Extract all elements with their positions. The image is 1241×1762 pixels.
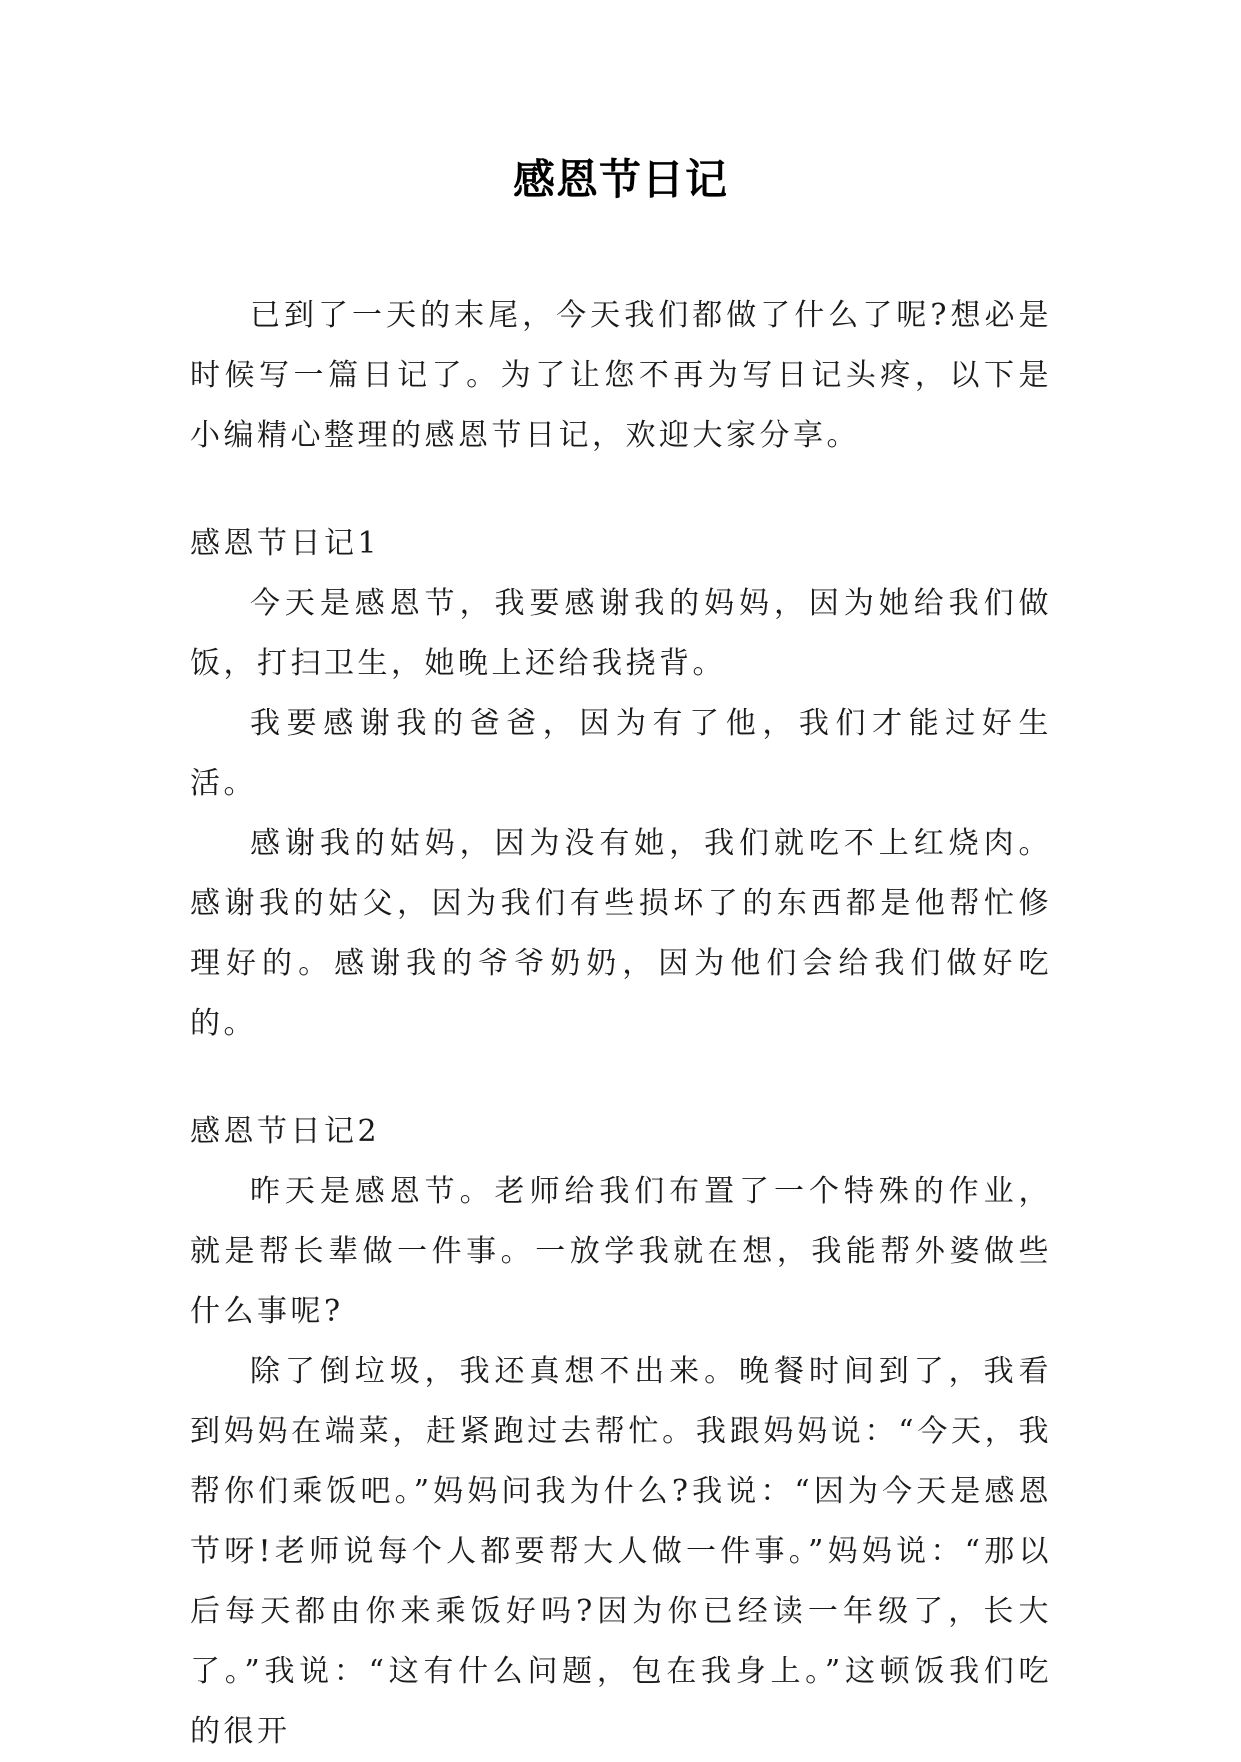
section-paragraph: 昨天是感恩节。老师给我们布置了一个特殊的作业，就是帮长辈做一件事。一放学我就在想，我能帮外婆做些什么事呢?	[190, 1174, 1052, 1329]
section-heading: 感恩节日记1	[190, 526, 381, 561]
document-title: 感恩节日记	[512, 155, 728, 204]
section-heading: 感恩节日记2	[190, 1114, 381, 1149]
section-paragraph: 感谢我的姑妈，因为没有她，我们就吃不上红烧肉。感谢我的姑父，因为我们有些损坏了的东西都是他帮忙修理好的。感谢我的爷爷奶奶，因为他们会给我们做好吃的。	[190, 826, 1052, 1041]
section-paragraph: 今天是感恩节，我要感谢我的妈妈，因为她给我们做饭，打扫卫生，她晚上还给我挠背。	[190, 586, 1052, 681]
section-spacer	[190, 466, 1052, 514]
document-body	[190, 286, 1052, 1762]
section-spacer	[190, 1054, 1052, 1102]
intro-paragraph: 已到了一天的末尾，今天我们都做了什么了呢?想必是时候写一篇日记了。为了让您不再为写日记头疼，以下是小编精心整理的感恩节日记，欢迎大家分享。	[190, 298, 1052, 453]
section-paragraph: 除了倒垃圾，我还真想不出来。晚餐时间到了，我看到妈妈在端菜，赶紧跑过去帮忙。我跟妈妈说：“今天，我帮你们乘饭吧。”妈妈问我为什么?我说：“因为今天是感恩节呀!老师说每个人都要帮大人做一件事。”妈妈说：“那以后每天都由你来乘饭好吗?因为你已经读一年级了，长大了。”我说：“这有什么问题，包在我身上。”这顿饭我们吃的很开	[190, 1354, 1052, 1749]
section-paragraph: 我要感谢我的爸爸，因为有了他，我们才能过好生活。	[190, 706, 1052, 801]
